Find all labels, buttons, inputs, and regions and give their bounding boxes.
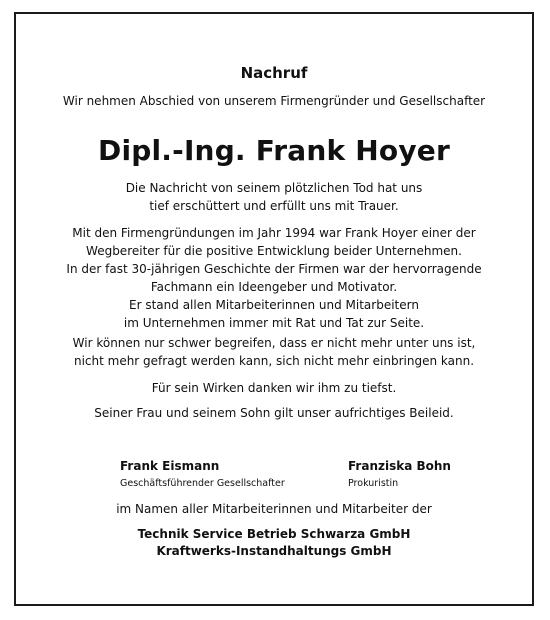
signatory-role: Geschäftsführender Gesellschafter bbox=[120, 478, 285, 489]
text-line: Wir können nur schwer begreifen, dass er nicht mehr unter uns ist, bbox=[72, 336, 476, 350]
obituary-notice bbox=[14, 12, 534, 606]
on-behalf-line: im Namen aller Mitarbeiterinnen und Mitarbeiter der bbox=[116, 502, 432, 516]
paragraph-thanks: Für sein Wirken danken wir ihm zu tiefst. bbox=[151, 381, 397, 395]
paragraph-grief bbox=[16, 334, 532, 370]
text-line: In der fast 30-jährigen Geschichte der Firmen war der hervorragende bbox=[66, 262, 482, 276]
text-line: Wegbereiter für die positive Entwicklung beider Unternehmen. bbox=[86, 244, 462, 258]
signatory-role: Prokuristin bbox=[348, 478, 399, 489]
notice-heading: Nachruf bbox=[240, 64, 308, 82]
paragraph-condolence bbox=[16, 179, 532, 215]
text-line: im Unternehmen immer mit Rat und Tat zur Seite. bbox=[123, 316, 425, 330]
signatory-name: Frank Eismann bbox=[120, 459, 220, 473]
company-name: Technik Service Betrieb Schwarza GmbH bbox=[137, 527, 411, 541]
paragraph-sympathy: Seiner Frau und seinem Sohn gilt unser aufrichtiges Beileid. bbox=[94, 406, 454, 420]
deceased-name: Dipl.-Ing. Frank Hoyer bbox=[98, 134, 450, 167]
text-line: tief erschüttert und erfüllt uns mit Trauer. bbox=[149, 199, 399, 213]
text-line: nicht mehr gefragt werden kann, sich nicht mehr einbringen kann. bbox=[73, 354, 475, 368]
text-line: Er stand allen Mitarbeiterinnen und Mitarbeitern bbox=[129, 298, 419, 312]
paragraph-biography bbox=[16, 224, 532, 332]
company-name: Kraftwerks-Instandhaltungs GmbH bbox=[156, 544, 392, 558]
text-line: Fachmann ein Ideengeber und Motivator. bbox=[150, 280, 398, 294]
signatory-name: Franziska Bohn bbox=[348, 459, 451, 473]
text-line: Die Nachricht von seinem plötzlichen Tod hat uns bbox=[125, 181, 423, 195]
notice-subtitle: Wir nehmen Abschied von unserem Firmengründer und Gesellschafter bbox=[62, 94, 486, 108]
text-line: Mit den Firmengründungen im Jahr 1994 war Frank Hoyer einer der bbox=[72, 226, 476, 240]
